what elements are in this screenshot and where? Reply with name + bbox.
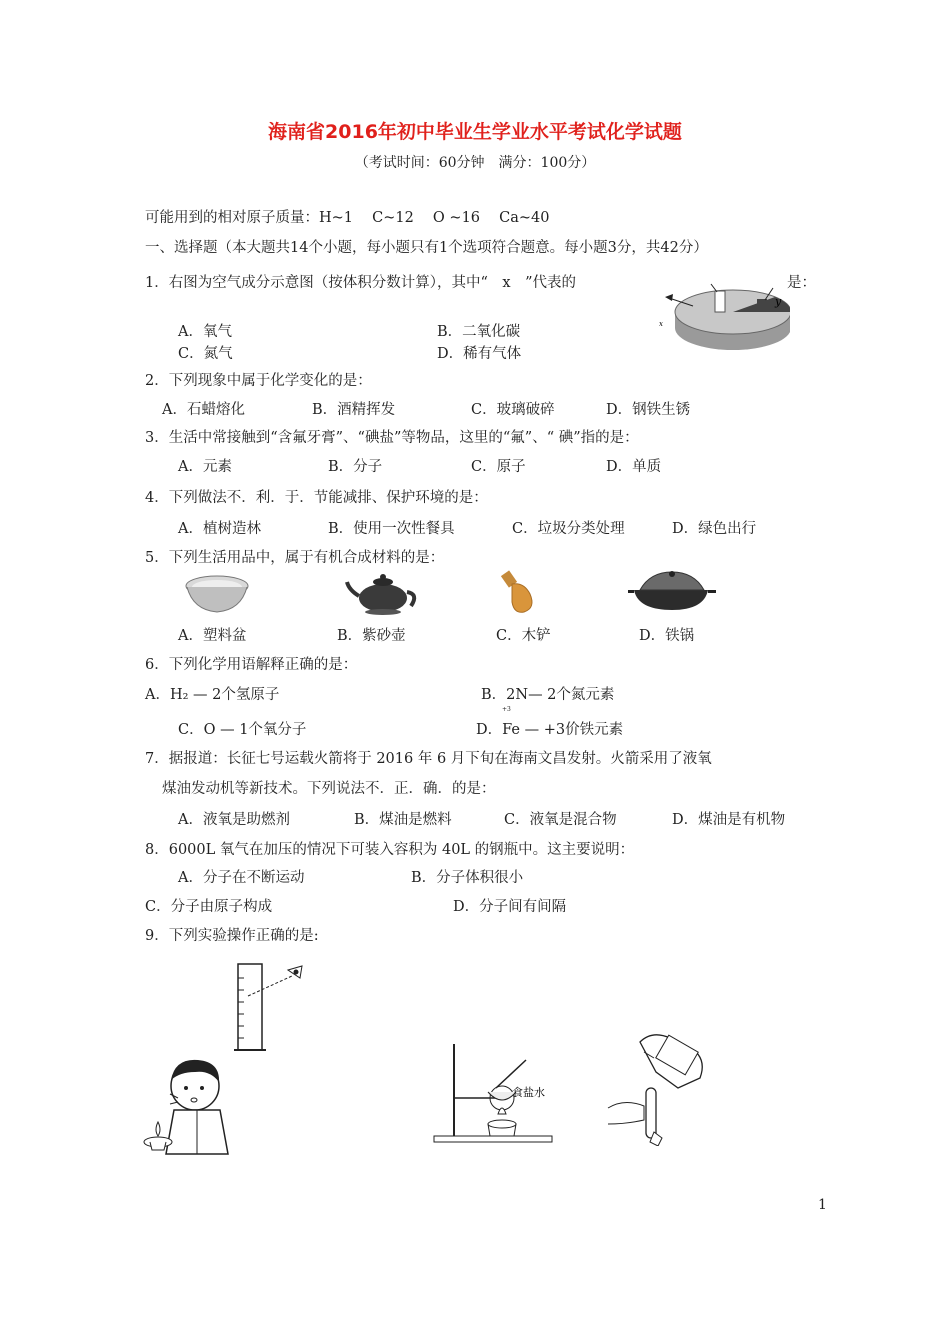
q4-option-c: C．垃圾分类处理	[512, 521, 625, 537]
q3-stem: 3．生活中常接触到“含氟牙膏”、“碘盐”等物品，这里的“氟”、“ 碘”指的是：	[145, 430, 639, 446]
q2-option-b: B．酒精挥发	[312, 402, 396, 418]
q6-option-c: C．O — 1个氧分子	[178, 722, 307, 738]
q6-option-b: B．2N— 2个氮元素	[481, 687, 615, 703]
q4-option-a: A．植树造林	[178, 521, 261, 537]
clay-teapot-image	[345, 568, 423, 616]
exam-info: （考试时间：60分钟 满分：100分）	[354, 155, 596, 171]
q8-option-d: D．分子间有间隔	[453, 899, 567, 915]
pouring-liquid-figure	[600, 1028, 716, 1146]
q5-option-b: B．紫砂壶	[337, 628, 406, 644]
q5-stem: 5．下列生活用品中，属于有机合成材料的是：	[145, 550, 445, 566]
graduated-cylinder-reading-figure	[230, 958, 320, 1054]
q7-option-b: B．煤油是燃料	[354, 812, 452, 828]
q3-option-d: D．单质	[606, 459, 662, 475]
q2-stem: 2．下列现象中属于化学变化的是：	[145, 373, 372, 389]
q2-option-d: D．钢铁生锈	[606, 402, 691, 418]
iron-wok-image	[628, 570, 716, 616]
q8-option-a: A．分子在不断运动	[178, 870, 305, 886]
q1-option-c: C．氮气	[178, 346, 233, 362]
q8-option-c: C．分子由原子构成	[145, 899, 273, 915]
wooden-spatula-image	[496, 568, 546, 616]
air-composition-pie-figure	[655, 282, 790, 354]
q4-option-b: B．使用一次性餐具	[328, 521, 455, 537]
q1-option-d: D．稀有气体	[437, 346, 522, 362]
q6-option-d: D．Fe — +3价铁元素	[476, 722, 624, 738]
q6-stem: 6．下列化学用语解释正确的是：	[145, 657, 358, 673]
q8-stem: 8．6000L 氧气在加压的情况下可装入容积为 40L 的钢瓶中。这主要说明：	[145, 842, 635, 858]
q4-option-d: D．绿色出行	[672, 521, 757, 537]
q7-option-c: C．液氧是混合物	[504, 812, 617, 828]
section-heading: 一、选择题（本大题共14个小题，每小题只有1个选项符合题意。每小题3分，共42分）	[145, 240, 708, 256]
q1-option-a: A．氧气	[178, 324, 232, 340]
page-title: 海南省2016年初中毕业生学业水平考试化学试题	[268, 121, 682, 143]
plastic-basin-image	[183, 572, 251, 616]
page-number: 1	[818, 1197, 827, 1213]
q7-stem: 7．据报道：长征七号运载火箭将于 2016 年 6 月下旬在海南文昌发射。火箭采用了液氧	[145, 751, 712, 767]
q2-option-c: C．玻璃破碎	[471, 402, 555, 418]
salt-water-label: 食盐水	[512, 1086, 545, 1099]
q1-pie-label-x: x	[659, 320, 663, 328]
q5-option-d: D．铁锅	[639, 628, 695, 644]
q5-option-c: C．木铲	[496, 628, 551, 644]
q4-stem: 4．下列做法不．利．于．节能减排、保护环境的是：	[145, 490, 488, 506]
q3-option-a: A．元素	[178, 459, 232, 475]
q1-stem: 1．右图为空气成分示意图（按体积分数计算），其中“ x ”代表的	[145, 275, 576, 291]
q9-stem: 9．下列实验操作正确的是:	[145, 928, 319, 944]
q2-option-a: A．石蜡熔化	[162, 402, 245, 418]
q7-stem-cont: 煤油发动机等新技术。下列说法不．正．确．的是：	[162, 781, 496, 797]
q1-option-b: B．二氧化碳	[437, 324, 521, 340]
q3-option-c: C．原子	[471, 459, 526, 475]
q7-option-d: D．煤油是有机物	[672, 812, 786, 828]
atomic-mass-line: 可能用到的相对原子质量：H~1 C~12 O ~16 Ca~40	[145, 210, 550, 226]
q8-option-b: B．分子体积很小	[411, 870, 524, 886]
q1-pie-label-y: y	[775, 295, 782, 308]
boy-blowing-out-lamp-figure	[140, 1050, 240, 1156]
q3-option-b: B．分子	[328, 459, 383, 475]
evaporation-apparatus-figure	[430, 1040, 562, 1146]
q7-option-a: A．液氧是助燃剂	[178, 812, 290, 828]
q5-option-a: A．塑料盆	[178, 628, 247, 644]
q6-option-a: A．H₂ — 2个氢原子	[145, 687, 280, 703]
q1-stem-tail: 是：	[787, 275, 816, 291]
q6-valence-mark: +3	[502, 706, 511, 713]
